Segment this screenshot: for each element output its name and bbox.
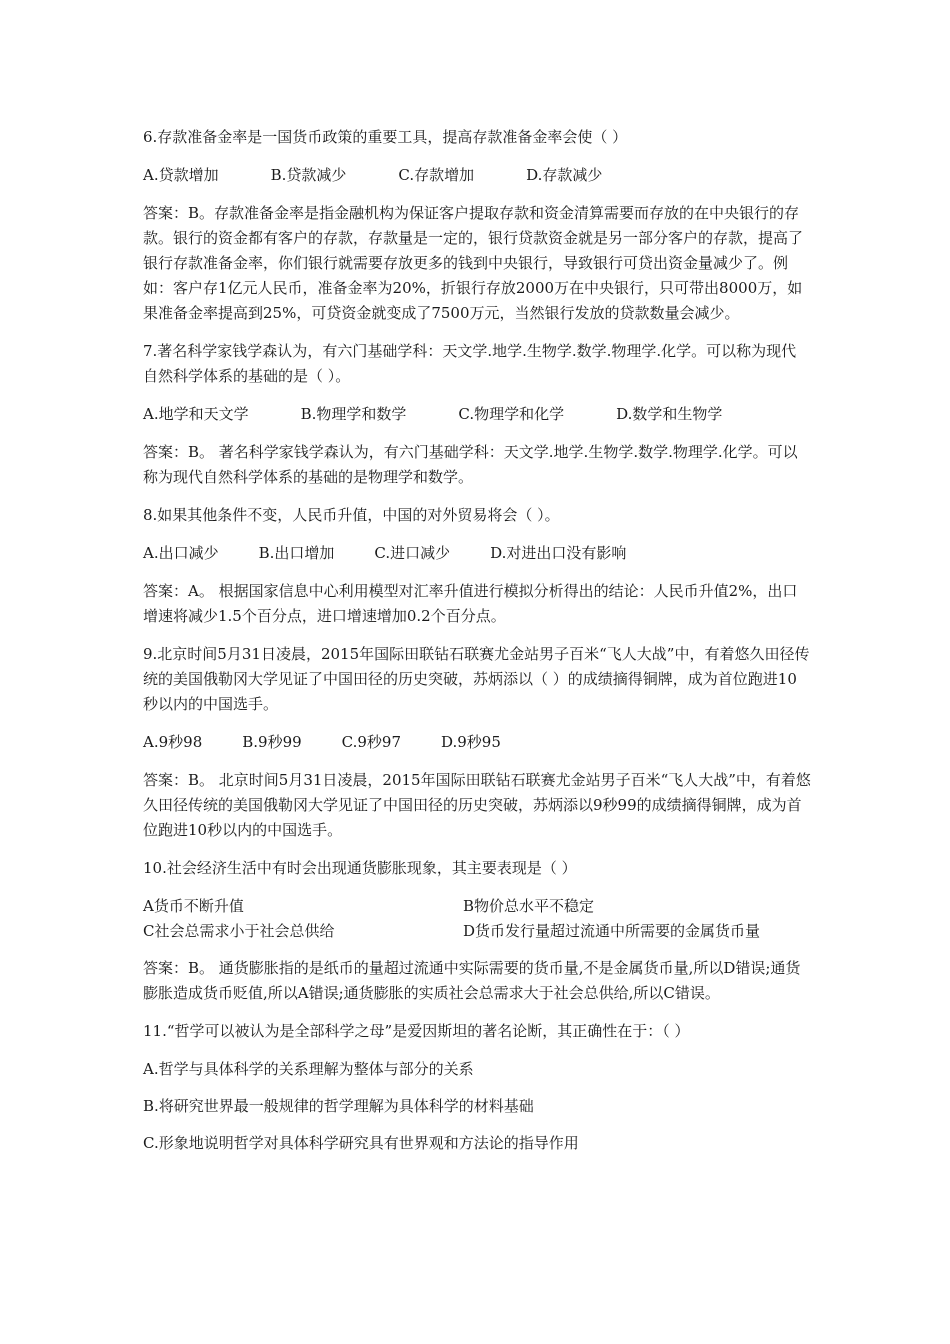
question-stem: 9.北京时间5月31日凌晨，2015年国际田联钻石联赛尤金站男子百米“飞人大战”中，有着悠久田径传统的美国俄勒冈大学见证了中国田径的历史突破，苏炳添以（ ）的成绩摘得铜牌，成为首位跑进10秒以内的中国选手。	[143, 645, 810, 713]
question-8	[143, 503, 811, 629]
option-b: B物价总水平不稳定	[463, 897, 595, 915]
option-a: A.哲学与具体科学的关系理解为整体与部分的关系	[143, 1060, 474, 1078]
question-10	[143, 856, 811, 1006]
option-b: B.物理学和数学	[300, 405, 407, 423]
option-grid	[143, 894, 811, 944]
option-b: B.贷款减少	[270, 166, 347, 184]
option-d: D.数学和生物学	[616, 405, 723, 423]
option-c: C.进口减少	[374, 544, 451, 562]
answer-explanation: 答案：A。 根据国家信息中心利用模型对汇率升值进行模拟分析得出的结论：人民币升值2%，出口增速将减少1.5个百分点，进口增速增加0.2个百分点。	[143, 582, 798, 625]
option-row	[143, 402, 811, 427]
option-b: B.9秒99	[242, 733, 302, 751]
question-6	[143, 125, 811, 326]
option-a: A.9秒98	[143, 733, 203, 751]
option-a: A.出口减少	[143, 544, 219, 562]
option-c: C.存款增加	[398, 166, 475, 184]
option-b: B.将研究世界最一般规律的哲学理解为具体科学的材料基础	[143, 1097, 534, 1115]
answer-explanation: 答案：B。 北京时间5月31日凌晨，2015年国际田联钻石联赛尤金站男子百米“飞人大战”中，有着悠久田径传统的美国俄勒冈大学见证了中国田径的历史突破，苏炳添以9秒99的成绩摘得铜牌，成为首位跑进10秒以内的中国选手。	[143, 771, 811, 839]
option-row	[143, 730, 811, 755]
question-11	[143, 1019, 811, 1156]
option-a: A货币不断升值	[143, 897, 244, 915]
question-7	[143, 339, 811, 490]
option-row	[143, 163, 811, 188]
option-c: C.9秒97	[341, 733, 401, 751]
option-a: A.地学和天文学	[143, 405, 249, 423]
question-9	[143, 642, 811, 843]
option-d: D货币发行量超过流通中所需要的金属货币量	[463, 922, 761, 940]
option-c: C社会总需求小于社会总供给	[143, 922, 335, 940]
question-stem: 7.著名科学家钱学森认为，有六门基础学科：天文学.地学.生物学.数学.物理学.化学。可以称为现代自然科学体系的基础的是（ ）。	[143, 342, 797, 385]
option-c: C.形象地说明哲学对具体科学研究具有世界观和方法论的指导作用	[143, 1134, 579, 1152]
answer-explanation: 答案：B。存款准备金率是指金融机构为保证客户提取存款和资金清算需要而存放的在中央银行的存款。银行的资金都有客户的存款，存款量是一定的，银行贷款资金就是另一部分客户的存款，提高了银行存款准备金率，你们银行就需要存放更多的钱到中央银行，导致银行可贷出资金量减少了。例如：客户存1亿元人民币，准备金率为20%，折银行存放2000万在中央银行，只可带出8000万，如果准备金率提高到25%，可贷资金就变成了7500万元，当然银行发放的贷款数量会减少。	[143, 204, 804, 322]
document-page	[143, 125, 811, 1168]
option-d: D.存款减少	[526, 166, 603, 184]
answer-explanation: 答案：B。 通货膨胀指的是纸币的量超过流通中实际需要的货币量,不是金属货币量,所以D错误;通货膨胀造成货币贬值,所以A错误;通货膨胀的实质社会总需求大于社会总供给,所以C错误。	[143, 959, 801, 1002]
question-stem: 11.“哲学可以被认为是全部科学之母”是爱因斯坦的著名论断，其正确性在于：（ ）	[143, 1022, 690, 1040]
question-stem: 8.如果其他条件不变，人民币升值，中国的对外贸易将会（ ）。	[143, 506, 560, 524]
option-b: B.出口增加	[258, 544, 335, 562]
option-d: D.对进出口没有影响	[490, 544, 627, 562]
option-a: A.贷款增加	[143, 166, 219, 184]
question-stem: 10.社会经济生活中有时会出现通货膨胀现象，其主要表现是（ ）	[143, 859, 577, 877]
option-c: C.物理学和化学	[458, 405, 565, 423]
option-row	[143, 541, 811, 566]
answer-explanation: 答案：B。 著名科学家钱学森认为，有六门基础学科：天文学.地学.生物学.数学.物理学.化学。可以称为现代自然科学体系的基础的是物理学和数学。	[143, 443, 798, 486]
question-stem: 6.存款准备金率是一国货币政策的重要工具，提高存款准备金率会使（ ）	[143, 128, 628, 146]
option-d: D.9秒95	[441, 733, 501, 751]
